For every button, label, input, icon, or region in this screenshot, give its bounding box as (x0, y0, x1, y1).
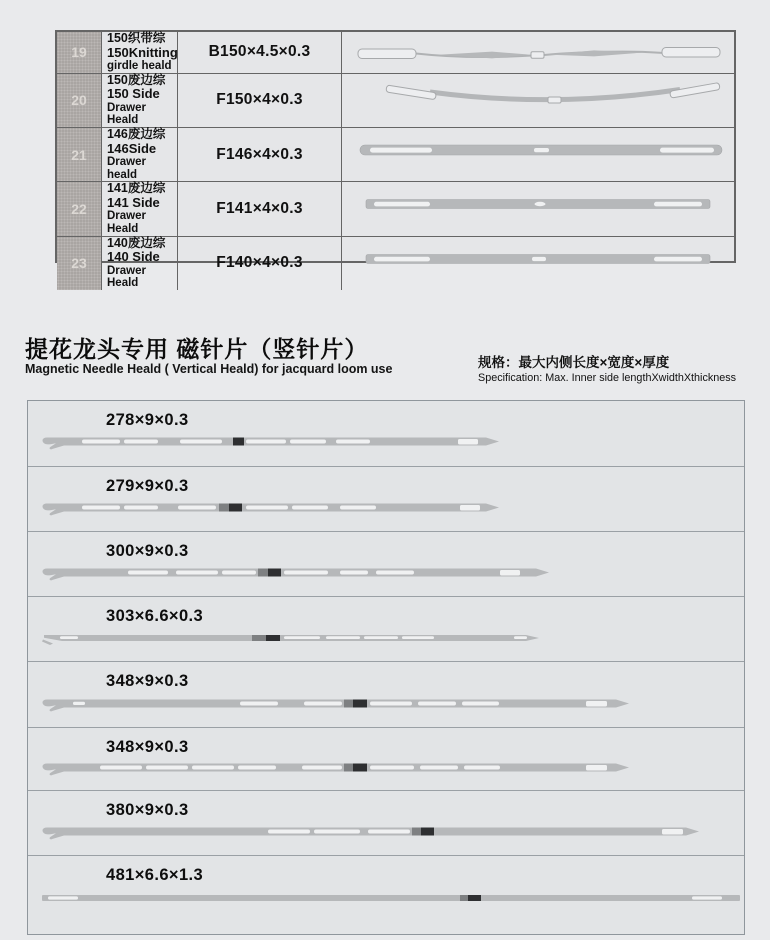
product-name-cell (102, 182, 178, 235)
needle-row (28, 727, 744, 790)
needle-image-300 (40, 564, 552, 582)
needle-row (28, 790, 744, 855)
wavy-heald-photo (342, 32, 735, 76)
product-name-en: 140 Side (107, 249, 160, 265)
straight-heald-photo (342, 237, 735, 281)
product-image-cell (342, 237, 734, 290)
needle-row (28, 855, 744, 934)
needle-size-label: 348×9×0.3 (106, 738, 189, 756)
product-name-cn: 150废边综 (107, 72, 166, 87)
needle-image-481 (40, 893, 745, 903)
needle-row (28, 596, 744, 661)
needle-row (28, 531, 744, 596)
product-image-cell (342, 182, 734, 235)
table-row (57, 32, 734, 74)
needle-image-348b (40, 759, 632, 777)
product-name-cn: 150织带综 (107, 31, 166, 45)
product-spec: F141×4×0.3 (178, 182, 342, 235)
needle-size-label: 380×9×0.3 (106, 801, 189, 819)
product-name-cn: 141废边综 (107, 181, 166, 196)
needle-size-label: 481×6.6×1.3 (106, 866, 204, 884)
product-image-cell (342, 74, 734, 127)
product-image-cell (342, 128, 734, 181)
row-number: 20 (57, 74, 102, 127)
section-title-cn: 提花龙头专用 磁针片（竖针片） (25, 336, 369, 362)
product-name-cn: 146废边综 (107, 127, 166, 142)
section-title-en: Magnetic Needle Heald ( Vertical Heald) for jacquard loom use (25, 362, 393, 376)
table-row (57, 237, 734, 290)
straight-heald-photo (342, 128, 735, 172)
spec-note-en: Specification: Max. Inner side lengthXwidthXthickness (478, 371, 737, 384)
needle-row (28, 466, 744, 531)
row-number: 21 (57, 128, 102, 181)
needle-size-label: 279×9×0.3 (106, 477, 189, 495)
needle-size-label: 303×6.6×0.3 (106, 607, 204, 625)
row-number: 19 (57, 32, 102, 73)
needle-image-279 (40, 499, 502, 517)
product-name-en: 150 Side (107, 86, 160, 102)
needle-size-label: 300×9×0.3 (106, 542, 189, 560)
needle-image-278 (40, 433, 502, 451)
product-name-cell (102, 74, 178, 127)
product-name-en2: Drawer heald (107, 156, 146, 181)
product-name-en: 141 Side (107, 195, 160, 211)
product-name-cell (102, 237, 178, 290)
needle-image-303 (40, 632, 543, 646)
needle-size-label: 278×9×0.3 (106, 411, 189, 429)
product-name-en: 150Knitting (107, 44, 178, 60)
product-spec: F146×4×0.3 (178, 128, 342, 181)
needle-size-label: 348×9×0.3 (106, 672, 189, 690)
row-number: 23 (57, 237, 102, 290)
product-image-cell (342, 32, 734, 73)
table-row (57, 182, 734, 236)
product-name-en2: Drawer Heald (107, 101, 146, 127)
spec-note-cn: 规格：最大内侧长度×宽度×厚度 (478, 355, 670, 370)
product-name-en2: Drawer Heald (107, 210, 146, 236)
section-spec-note (478, 355, 736, 385)
product-spec: F140×4×0.3 (178, 237, 342, 290)
needle-row (28, 661, 744, 727)
product-name-en2: girdle heald (107, 60, 172, 73)
heald-spec-table (55, 30, 736, 290)
curved-heald-photo (342, 74, 735, 120)
needle-image-380 (40, 823, 702, 841)
row-number: 22 (57, 182, 102, 235)
needle-image-348a (40, 695, 632, 713)
product-name-cell (102, 32, 178, 73)
product-name-en: 146Side (107, 140, 157, 156)
product-spec: F150×4×0.3 (178, 74, 342, 127)
product-spec: B150×4.5×0.3 (178, 32, 342, 73)
needle-row (28, 401, 744, 466)
product-name-cell (102, 128, 178, 181)
magnetic-needle-list (27, 400, 745, 935)
table-row (57, 128, 734, 182)
table-row (57, 74, 734, 128)
product-name-cn: 140废边综 (107, 235, 166, 250)
straight-heald-photo (342, 182, 735, 226)
product-name-en2: Drawer Heald (107, 264, 146, 290)
